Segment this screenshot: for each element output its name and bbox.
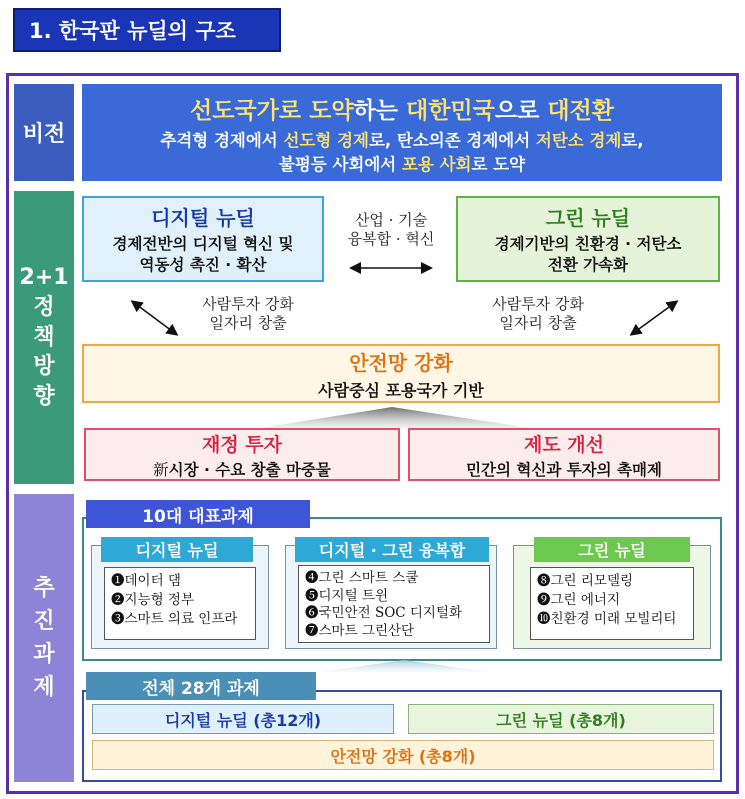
total-safety-count: 안전망 강화 (총8개)	[92, 740, 714, 770]
list-item: ❸스마트 의료 인프라	[111, 611, 238, 628]
side-policy-line: 방	[33, 354, 55, 380]
hr-arrow-right	[632, 302, 676, 334]
side-policy-line: 2+1	[19, 265, 69, 291]
support-triangle	[260, 407, 530, 428]
highlighted-text: 저탄소 경제	[535, 131, 622, 151]
hr-left-line-2: 일자리 창출	[209, 314, 287, 332]
digital-newdeal-line-2: 역동성 촉진 · 확산	[139, 256, 267, 274]
top10-tasks-label: 10대 대표과제	[86, 500, 310, 528]
plain-text: 불평등 사회에서	[278, 155, 402, 174]
fiscal-investment-title: 재정 투자	[201, 433, 283, 456]
safety-net-subtitle: 사람중심 포용국가 기반	[318, 380, 484, 400]
digital-newdeal-title: 디지털 뉴딜	[151, 206, 255, 231]
plain-text: 로 도약	[471, 155, 526, 174]
institutional-reform-subtitle: 민간의 혁신과 투자의 촉매제	[466, 460, 662, 479]
fusion-line-1: 산업 · 기술	[354, 210, 428, 229]
list-item: ❷지능형 정부	[111, 592, 194, 609]
total-tasks-label: 전체 28개 과제	[86, 672, 316, 700]
hr-right-line-2: 일자리 창출	[499, 314, 577, 332]
plain-text: 로, 탄소의존 경제에서	[368, 131, 536, 151]
highlighted-text: 선도국가로 도약	[190, 98, 354, 125]
highlighted-text: 선도형 경제	[283, 131, 369, 151]
hr-arrow-left	[133, 302, 176, 334]
list-item: ❽그린 리모델링	[537, 573, 634, 589]
side-task-line: 진	[33, 609, 55, 634]
green-newdeal-title: 그린 뉴딜	[545, 206, 631, 231]
list-item: ❹그린 스마트 스쿨	[305, 570, 419, 586]
list-item: ❿친환경 미래 모빌리티	[537, 611, 677, 628]
list-item: ❾그린 에너지	[537, 592, 620, 609]
category-label-green: 그린 뉴딜	[534, 537, 690, 562]
side-task-line: 과	[33, 642, 55, 667]
list-item: ❻국민안전 SOC 디지털화	[305, 605, 463, 622]
highlighted-text: 포용 사회	[401, 155, 472, 174]
plain-text: 으로	[494, 98, 548, 125]
highlighted-text: 대한민국	[406, 98, 495, 125]
side-task-line: 제	[33, 675, 55, 700]
plain-text: 로,	[621, 131, 644, 151]
fusion-line-2: 융복합 · 혁신	[347, 230, 435, 248]
hr-right-line-1: 사람투자 강화	[492, 294, 584, 313]
side-task-line: 추	[33, 576, 55, 601]
category-label-fusion: 디지털 · 그린 융복합	[295, 537, 489, 562]
list-item: ❶데이터 댐	[111, 573, 181, 589]
digital-newdeal-line-1: 경제전반의 디지털 혁신 및	[112, 235, 294, 254]
side-label-vision: 비전	[14, 84, 74, 181]
plain-text: 추격형 경제에서	[160, 131, 284, 151]
total-digital-count: 디지털 뉴딜 (총12개)	[92, 704, 394, 734]
green-newdeal-line-1: 경제기반의 친환경 · 저탄소	[494, 235, 682, 254]
side-policy-line: 정	[33, 294, 55, 320]
highlighted-text: 대전환	[547, 98, 614, 125]
plain-text: 하는	[353, 98, 406, 125]
institutional-reform-title: 제도 개선	[523, 433, 605, 456]
side-policy-line: 향	[33, 384, 55, 410]
category-label-digital: 디지털 뉴딜	[101, 537, 253, 562]
total-to-top10-arrow	[320, 660, 490, 672]
side-policy-line: 책	[33, 324, 55, 350]
list-item: ❺디지털 트윈	[305, 587, 388, 604]
total-green-count: 그린 뉴딜 (총8개)	[408, 704, 714, 734]
hr-left-line-1: 사람투자 강화	[202, 294, 294, 313]
green-newdeal-line-2: 전환 가속화	[547, 256, 629, 274]
list-item: ❼스마트 그린산단	[305, 622, 415, 639]
fiscal-prefix: 新	[153, 460, 169, 479]
page-title: 1. 한국판 뉴딜의 구조	[13, 8, 281, 52]
fiscal-sub-text: 시장 · 수요 창출 마중물	[168, 460, 331, 479]
safety-net-title: 안전망 강화	[349, 350, 453, 375]
